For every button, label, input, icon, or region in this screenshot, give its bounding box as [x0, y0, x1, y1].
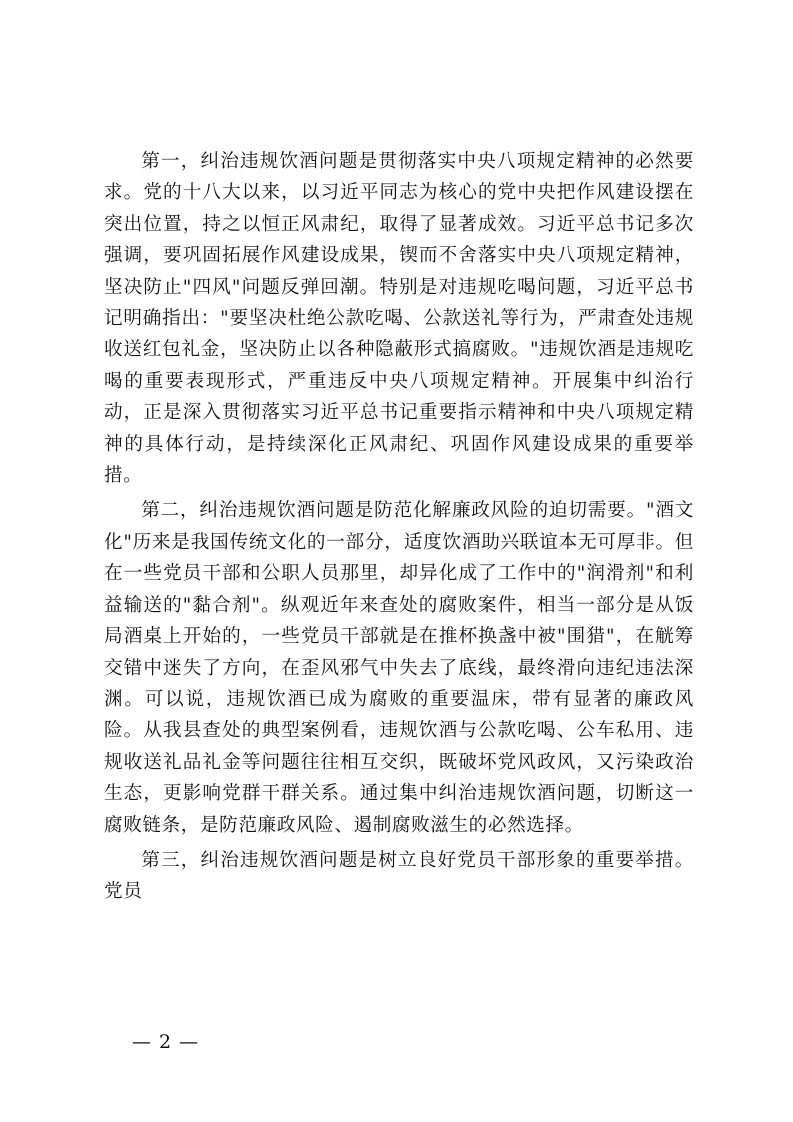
page-number: — 2 — [132, 1031, 200, 1053]
paragraph-2: 第二，纠治违规饮酒问题是防范化解廉政风险的迫切需要。"酒文化"历来是我国传统文化的一部分，适度饮酒助兴联谊本无可厚非。但在一些党员干部和公职人员那里，却异化成了工作中的"润滑剂"和利益输送的"黏合剂"。纵观近年来查处的腐败案件，相当一部分是从饭局酒桌上开始的，一些党员干部就是在推杯换盏中被"围猎"，在觥筹交错中迷失了方向，在歪风邪气中失去了底线，最终滑向违纪违法深渊。可以说，违规饮酒已成为腐败的重要温床，带有显著的廉政风险。从我县查处的典型案例看，违规饮酒与公款吃喝、公车私用、违规收送礼品礼金等问题往往相互交织，既破坏党风政风，又污染政治生态，更影响党群干群关系。通过集中纠治违规饮酒问题，切断这一腐败链条，是防范廉政风险、遏制腐败滋生的必然选择。 [104, 500, 694, 836]
paragraph-3: 第三，纠治违规饮酒问题是树立良好党员干部形象的重要举措。党员 [104, 849, 694, 903]
paragraph-1: 第一，纠治违规饮酒问题是贯彻落实中央八项规定精神的必然要求。党的十八大以来，以习近平同志为核心的党中央把作风建设摆在突出位置，持之以恒正风肃纪，取得了显著成效。习近平总书记多次强调，要巩固拓展作风建设成果，锲而不舍落实中央八项规定精神，坚决防止"四风"问题反弹回潮。特别是对违规吃喝问题，习近平总书记明确指出："要坚决杜绝公款吃喝、公款送礼等行为，严肃查处违规收送红包礼金，坚决防止以各种隐蔽形式搞腐败。"违规饮酒是违规吃喝的重要表现形式，严重违反中央八项规定精神。开展集中纠治行动，正是深入贯彻落实习近平总书记重要指示精神和中央八项规定精神的具体行动，是持续深化正风肃纪、巩固作风建设成果的重要举措。 [104, 151, 694, 487]
document-body [104, 146, 694, 912]
